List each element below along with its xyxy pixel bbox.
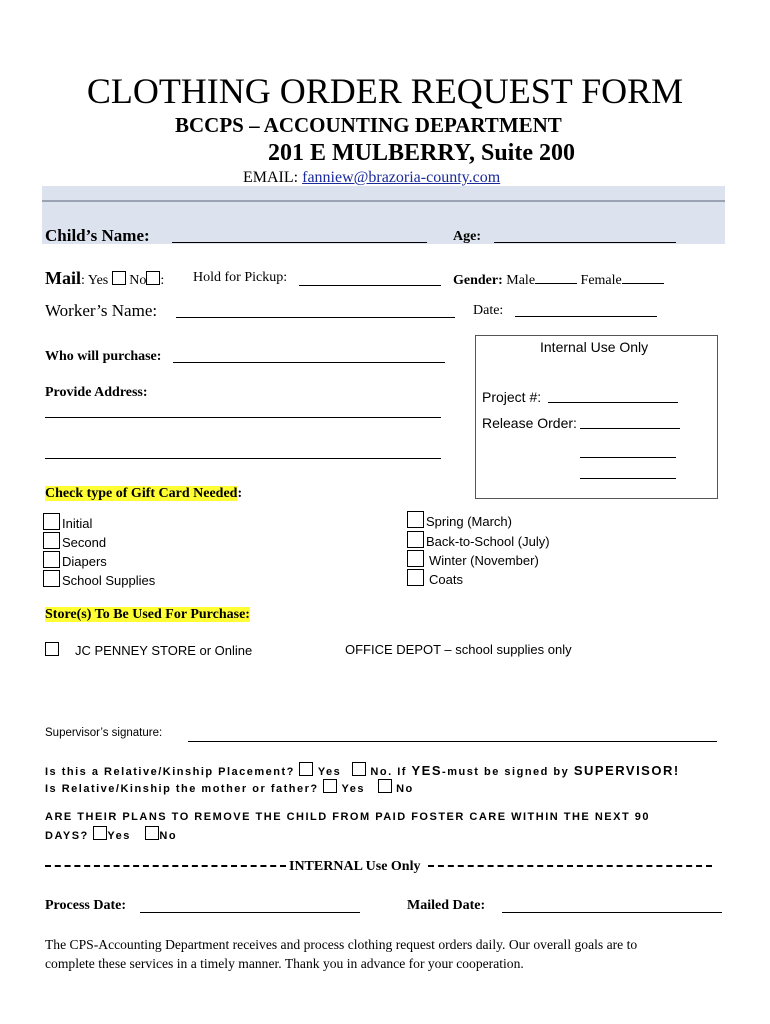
age-label: Age: [453, 229, 481, 244]
gift-option-winter[interactable] [407, 550, 539, 568]
school-supplies-checkbox[interactable] [43, 570, 60, 587]
release-order-field-3[interactable] [580, 464, 676, 479]
process-date-field[interactable] [140, 898, 360, 913]
footer-text-line-1: The CPS-Accounting Department receives and process clothing request orders daily. Our overall goals are to [45, 937, 638, 952]
kinship-q1-note-mid: -must be signed by [442, 766, 570, 778]
kinship-q2-no-checkbox[interactable] [378, 779, 392, 793]
foster-days-label: DAYS? [45, 830, 89, 842]
mail-no-label: No [129, 273, 147, 288]
foster-question-line-2 [45, 826, 177, 842]
foster-no-label: No [159, 830, 178, 842]
gender-label: Gender: [453, 273, 503, 288]
jcpenney-checkbox[interactable] [45, 642, 59, 656]
worker-name-field[interactable] [176, 303, 455, 318]
who-purchase-label: Who will purchase: [45, 349, 162, 364]
gift-option-coats[interactable] [407, 569, 463, 587]
address-line-1[interactable] [45, 403, 441, 418]
coats-checkbox[interactable] [407, 569, 424, 586]
process-date-label: Process Date: [45, 898, 126, 913]
age-field[interactable] [494, 228, 676, 243]
child-name-label: Child’s Name: [45, 226, 150, 245]
school-supplies-label: School Supplies [62, 573, 156, 588]
internal-box-title: Internal Use Only [540, 339, 649, 355]
diapers-label: Diapers [62, 554, 107, 569]
worker-name-label: Worker’s Name: [45, 301, 158, 320]
kinship-q1-note-sup: SUPERVISOR! [573, 763, 680, 778]
project-field[interactable] [548, 388, 678, 403]
internal-divider-right [428, 865, 712, 867]
kinship-q2-yes-label: Yes [341, 783, 365, 795]
release-order-label: Release Order: [482, 415, 577, 431]
kinship-q1-yes-label: Yes [317, 766, 342, 778]
gift-card-heading-text: Check type of Gift Card Needed [45, 486, 238, 501]
hold-pickup-field[interactable] [299, 271, 441, 286]
provide-address-label: Provide Address: [45, 385, 148, 400]
kinship-q1-no-label: No. [370, 766, 393, 778]
internal-use-label: INTERNAL Use Only [289, 859, 421, 874]
form-title: CLOTHING ORDER REQUEST FORM [86, 71, 684, 111]
child-name-field[interactable] [172, 228, 427, 243]
date-field[interactable] [515, 302, 657, 317]
gift-option-initial[interactable] [43, 513, 92, 531]
mail-yes-checkbox[interactable] [112, 271, 126, 285]
kinship-q1-no-checkbox[interactable] [352, 762, 366, 776]
supervisor-signature-field[interactable] [188, 727, 717, 742]
second-label: Second [62, 535, 107, 550]
gift-card-heading-colon: : [237, 486, 243, 501]
who-purchase-field[interactable] [173, 348, 445, 363]
kinship-q2-no-label: No [396, 783, 414, 795]
spring-checkbox[interactable] [407, 511, 424, 528]
initial-label: Initial [62, 516, 93, 531]
gift-option-school-supplies[interactable] [43, 570, 155, 588]
winter-label: Winter (November) [429, 553, 539, 568]
supervisor-signature-label: Supervisor’s signature: [45, 727, 163, 739]
footer-text-line-2: complete these services in a timely manner. Thank you in advance for your cooperation. [45, 956, 524, 971]
kinship-q2-text: Is Relative/Kinship the mother or father? [45, 783, 319, 795]
internal-divider-left [45, 865, 286, 867]
kinship-question-1 [45, 762, 680, 778]
department-name: BCCPS – ACCOUNTING DEPARTMENT [175, 113, 562, 137]
foster-yes-label: Yes [107, 830, 131, 842]
mailed-date-field[interactable] [502, 898, 722, 913]
foster-question-line-1: ARE THEIR PLANS TO REMOVE THE CHILD FROM PAID FOSTER CARE WITHIN THE NEXT 90 [45, 811, 650, 823]
mail-yes-label: : Yes [81, 273, 109, 288]
email-label: EMAIL: [243, 169, 303, 186]
email-line [243, 169, 500, 187]
female-field[interactable] [622, 269, 664, 284]
male-label: Male [506, 273, 536, 288]
jcpenney-label: JC PENNEY STORE or Online [75, 643, 253, 658]
foster-yes-checkbox[interactable] [93, 826, 107, 840]
office-depot-label: OFFICE DEPOT – school supplies only [345, 642, 572, 657]
store-jcpenney[interactable] [45, 642, 252, 658]
kinship-q1-yes-checkbox[interactable] [299, 762, 313, 776]
date-label: Date: [473, 303, 504, 318]
mail-no-checkbox[interactable] [146, 271, 160, 285]
male-field[interactable] [535, 269, 577, 284]
female-label: Female [580, 273, 622, 288]
hold-pickup-label: Hold for Pickup: [193, 270, 288, 285]
address-line-2[interactable] [45, 444, 441, 459]
mailed-date-label: Mailed Date: [407, 898, 486, 913]
project-label: Project #: [482, 389, 542, 405]
mail-label: Mail [45, 268, 81, 288]
kinship-q2-yes-checkbox[interactable] [323, 779, 337, 793]
store-office-depot [345, 642, 572, 657]
initial-checkbox[interactable] [43, 513, 60, 530]
back-to-school-label: Back-to-School (July) [426, 534, 550, 549]
winter-checkbox[interactable] [407, 550, 424, 567]
spring-label: Spring (March) [426, 514, 512, 529]
gift-option-second[interactable] [43, 532, 106, 550]
kinship-q1-note-pre: If [397, 766, 407, 778]
gift-option-spring[interactable] [407, 511, 512, 529]
mail-row [45, 268, 164, 289]
release-order-field[interactable] [580, 414, 680, 429]
back-to-school-checkbox[interactable] [407, 531, 424, 548]
stores-heading-text: Store(s) To Be Used For Purchase: [45, 607, 250, 622]
kinship-q1-text: Is this a Relative/Kinship Placement? [45, 766, 295, 778]
office-address: 201 E MULBERRY, Suite 200 [268, 140, 575, 166]
diapers-checkbox[interactable] [43, 551, 60, 568]
email-link[interactable]: fanniew@brazoria-county.com [302, 169, 501, 186]
mail-colon: : [160, 273, 165, 288]
release-order-field-2[interactable] [580, 443, 676, 458]
kinship-q1-note-yes: YES [411, 763, 443, 778]
gender-row [453, 269, 664, 289]
gift-card-heading [45, 486, 242, 502]
second-checkbox[interactable] [43, 532, 60, 549]
gift-option-diapers[interactable] [43, 551, 107, 569]
coats-label: Coats [429, 572, 463, 587]
band-divider [42, 200, 725, 202]
gift-option-back-to-school[interactable] [407, 531, 550, 549]
stores-heading [45, 607, 250, 623]
kinship-question-2 [45, 779, 414, 795]
foster-no-checkbox[interactable] [145, 826, 159, 840]
